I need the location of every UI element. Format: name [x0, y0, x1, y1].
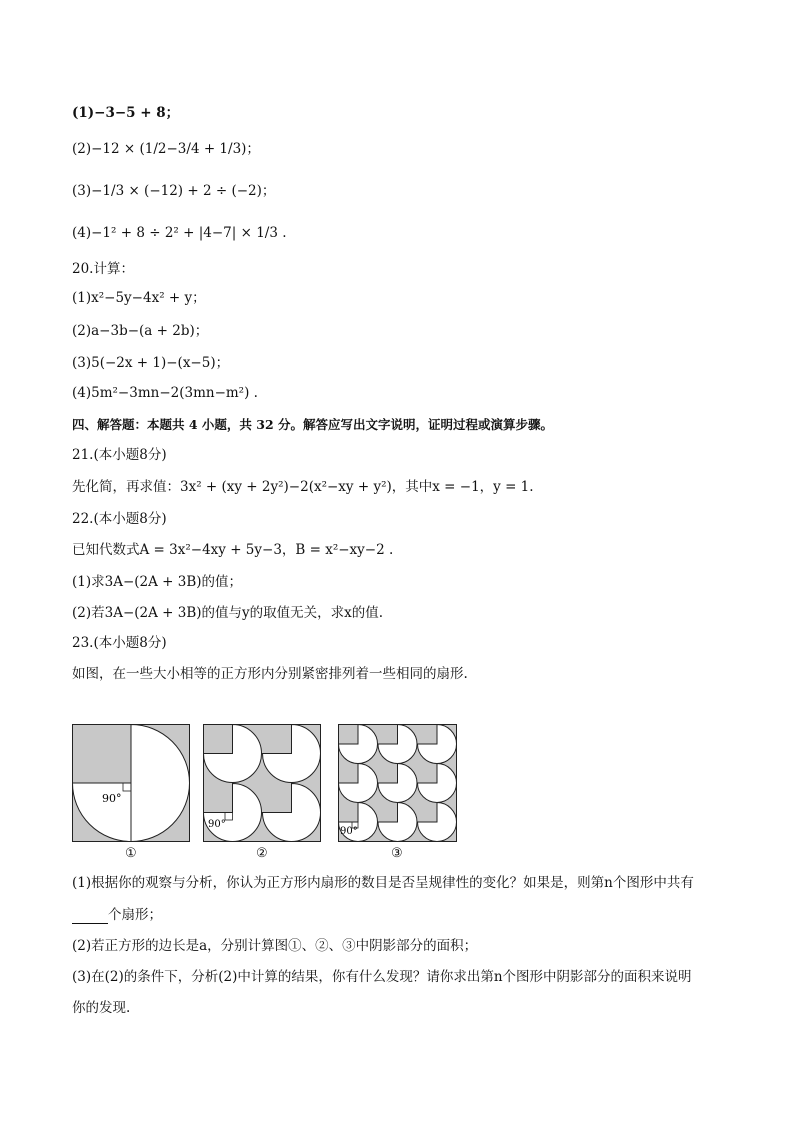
figure-2 — [203, 724, 321, 842]
q19-part3: (3)−1/3 × (−12) + 2 ÷ (−2)； — [72, 183, 276, 199]
q20-title: 20.计算： — [72, 261, 134, 277]
q23-part2: (2)若正方形的边长是a，分别计算图①、②、③中阴影部分的面积； — [72, 938, 478, 954]
q19-part2: (2)−12 × (1/2−3/4 + 1/3)； — [72, 141, 260, 157]
figure-3 — [338, 724, 457, 842]
q20-part4: (4)5m²−3mn−2(3mn−m²) . — [72, 385, 258, 401]
q23-part3a: (3)在(2)的条件下，分析(2)中计算的结果，你有什么发现？请你求出第n个图形中阴影部分的面积来说明 — [72, 969, 692, 985]
q20-part1: (1)x²−5y−4x² + y； — [72, 290, 206, 306]
q23-title: 23.(本小题8分) — [72, 635, 167, 651]
q21-text: 先化简，再求值：3x² + (xy + 2y²)−2(x²−xy + y²)，其中x = −1，y = 1. — [72, 479, 534, 495]
caption-2: ② — [256, 846, 268, 861]
caption-3: ③ — [391, 846, 403, 861]
caption-1: ① — [125, 846, 137, 861]
q22-part1: (1)求3A−(2A + 3B)的值； — [72, 574, 243, 590]
q23-part1a: (1)根据你的观察与分析，你认为正方形内扇形的数目是否呈规律性的变化？如果是，则第n个图形中共有 — [72, 875, 694, 891]
q23-part1b: 个扇形； — [108, 907, 162, 923]
figure-1 — [72, 724, 190, 842]
angle-label-1: 90° — [102, 792, 122, 805]
q19-part4: (4)−1² + 8 ÷ 2² + |4−7| × 1/3 . — [72, 225, 287, 241]
q19-part1: (1)−3−5 + 8； — [72, 105, 180, 121]
q22-part2: (2)若3A−(2A + 3B)的值与y的取值无关，求x的值. — [72, 605, 384, 621]
q22-given: 已知代数式A = 3x²−4xy + 5y−3，B = x²−xy−2 . — [72, 542, 394, 558]
q23-part1b-row — [72, 906, 162, 924]
angle-label-2: 90° — [208, 819, 226, 830]
angle-label-3: 90° — [340, 826, 358, 837]
q22-title: 22.(本小题8分) — [72, 511, 167, 527]
q21-title: 21.(本小题8分) — [72, 447, 167, 463]
q23-part3b: 你的发现. — [72, 1000, 131, 1016]
q20-part2: (2)a−3b−(a + 2b)； — [72, 323, 209, 339]
section-heading: 四、解答题：本题共 4 小题，共 32 分。解答应写出文字说明，证明过程或演算步骤。 — [72, 417, 554, 432]
q23-intro: 如图，在一些大小相等的正方形内分别紧密排列着一些相同的扇形. — [72, 666, 468, 682]
q20-part3: (3)5(−2x + 1)−(x−5)； — [72, 355, 230, 371]
answer-blank[interactable] — [72, 909, 108, 924]
